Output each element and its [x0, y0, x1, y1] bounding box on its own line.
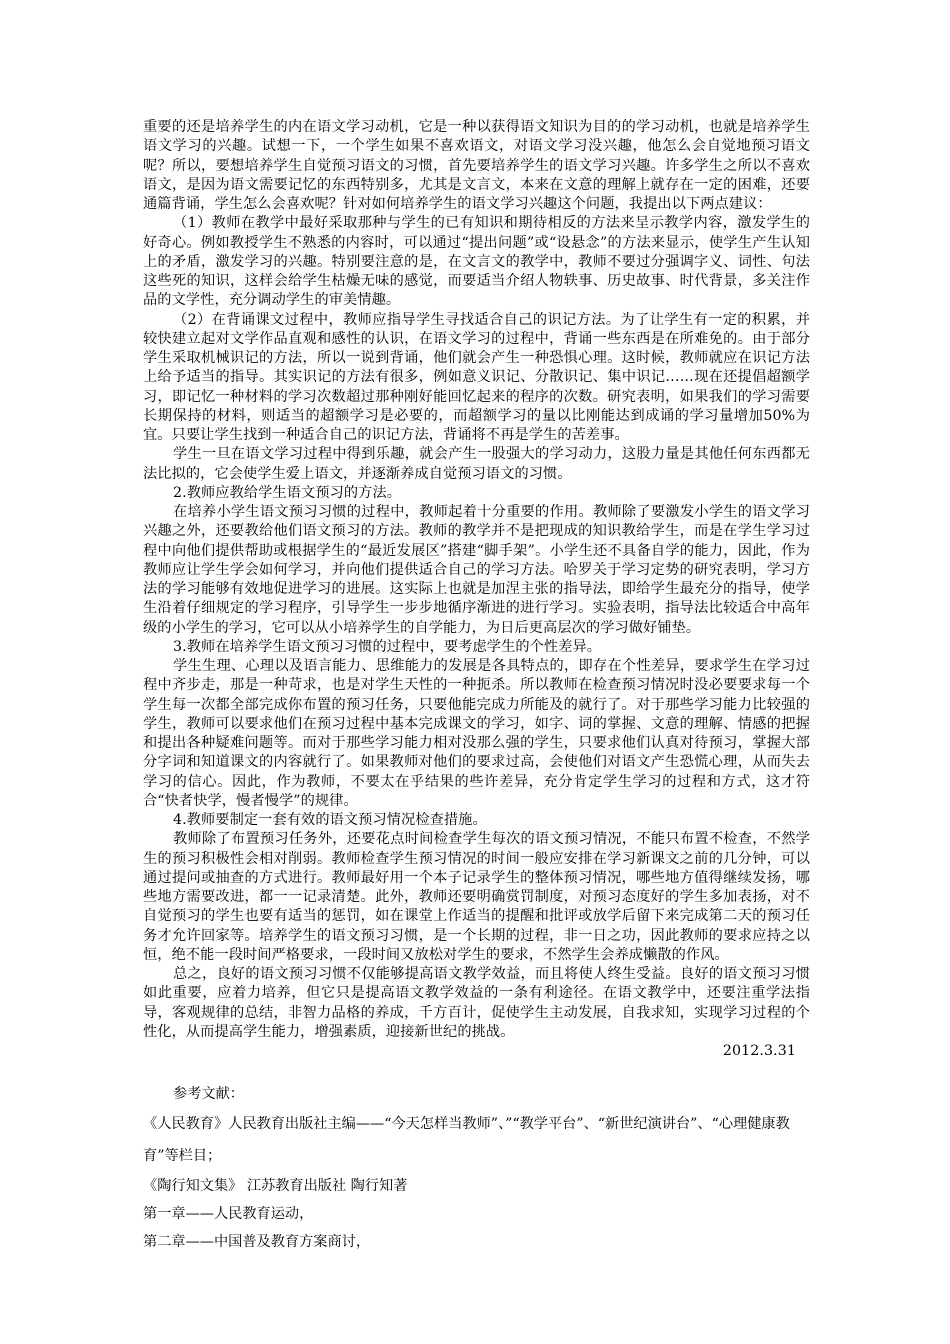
paragraph-interest-summary: 学生一旦在语文学习过程中得到乐趣，就会产生一股强大的学习动力，这股力量是其他任何东西都无法比拟的，它会使学生爱上语文，并逐渐养成自觉预习语文的习惯。: [143, 446, 810, 482]
section-heading-3: 3.教师在培养学生语文预习习惯的过程中，要考虑学生的个性差异。: [173, 638, 602, 655]
reference-item: 《陶行知文集》 江苏教育出版社 陶行知著: [143, 1178, 408, 1194]
paragraph-suggestion-1: （1）教师在教学中最好采取那种与学生的已有知识和期待相反的方法来呈示教学内容，激发学生的好奇心。例如教授学生不熟悉的内容时，可以通过“提出问题”或“设悬念”的方法来显示，使学生产生认知上的矛盾，激发学习的兴趣。特别要注意的是，在文言文的教学中，教师不要过分强调字义、词性、句法这些死的知识，这样会给学生枯燥无味的感觉，而要适当介绍人物轶事、历史故事、时代背景，多关注作品的文学性，充分调动学生的审美情趣。: [143, 215, 810, 309]
paragraph-teaching-methods: 在培养小学生语文预习习惯的过程中，教师起着十分重要的作用。教师除了要激发小学生的语文学习兴趣之外，还要教给他们语文预习的方法。教师的教学并不是把现成的知识教给学生，而是在学生学习过程中向他们提供帮助或根据学生的“最近发展区”搭建“脚手架”。小学生还不具备自学的能力，因此，作为教师应让学生学会如何学习，并向他们提供适合自己的学习方法。哈罗关于学习定势的研究表明，学习方法的学习能够有效地促进学习的进展。这实际上也就是加涅主张的指导法，即给学生最充分的指导，使学生沿着仔细规定的学习程序，引导学生一步步地循序渐进的进行学习。实验表明，指导法比较适合中高年级的小学生的学习，它可以从小培养学生的自学能力，为日后更高层次的学习做好铺垫。: [143, 504, 810, 636]
references-section: [143, 1080, 810, 1256]
paragraph-conclusion: 总之，良好的语文预习习惯不仅能够提高语文教学效益，而且将使人终生受益。良好的语文预习习惯如此重要，应着力培养，但它只是提高语文教学效益的一条有利途径。在语文教学中，还要注重学法指导，客观规律的总结，非智力品格的养成，千方百计，促使学生主动发展，自我求知，实现学习过程的个性化，从而提高学生能力，增强素质，迎接新世纪的挑战。: [143, 966, 810, 1040]
reference-item: 第二章——中国普及教育方案商讨，: [143, 1234, 371, 1250]
paragraph-interest-motivation: 重要的还是培养学生的内在语文学习动机，它是一种以获得语文知识为目的的学习动机，也就是培养学生语文学习的兴趣。试想一下，一个学生如果不喜欢语文，对语文学习没兴趣，他怎么会自觉地预习语文呢？所以，要想培养学生自觉预习语文的习惯，首先要培养学生的语文学习兴趣。许多学生之所以不喜欢语文，是因为语文需要记忆的东西特别多，尤其是文言文，本来在文意的理解上就存在一定的困难，还要通篇背诵，学生怎么会喜欢呢？针对如何培养学生的语文学习兴趣这个问题，我提出以下两点建议：: [143, 119, 810, 212]
paragraph-individual-differences: 学生生理、心理以及语言能力、思维能力的发展是各具特点的，即存在个性差异，要求学生在学习过程中齐步走，那是一种苛求，也是对学生天性的一种扼杀。所以教师在检查预习情况时没必要要求每一个学生每一次都全部完成你布置的预习任务，只要他能完成力所能及的就行了。对于那些学习能力比较强的学生，教师可以要求他们在预习过程中基本完成课文的学习，如字、词的掌握、文意的理解、情感的把握和提出各种疑难问题等。而对于那些学习能力相对没那么强的学生，只要求他们认真对待预习，掌握大部分字词和知道课文的内容就行了。如果教师对他们的要求过高，会使他们对语文产生恐慌心理，从而失去学习的信心。因此，作为教师，不要太在乎结果的些许差异，充分肯定学生学习的过程和方式，这才符合“快者快学，慢者慢学”的规律。: [143, 658, 810, 809]
reference-item: 第一章——人民教育运动，: [143, 1206, 314, 1222]
section-heading-2: 2.教师应教给学生语文预习的方法。: [173, 484, 402, 501]
reference-item: 《人民教育》人民教育出版社主编——“今天怎样当教师”、”“教学平台”、“新世纪演讲台”、“心理健康教育”等栏目；: [143, 1116, 790, 1164]
document-date: 2012.3.31: [722, 1043, 796, 1059]
references-heading: 参考文献：: [173, 1086, 244, 1102]
paragraph-suggestion-2: （2）在背诵课文过程中，教师应指导学生寻找适合自己的识记方法。为了让学生有一定的积累，并较快建立起对文学作品直观和感性的认识，在语文学习的过程中，背诵一些东西是在所难免的。由于部分学生采取机械识记的方法，所以一说到背诵，他们就会产生一种恐惧心理。这时候，教师就应在识记方法上给予适当的指导。其实识记的方法有很多，例如意义识记、分散识记、集中识记……现在还提倡超额学习，即记忆一种材料的学习次数超过那种刚好能回忆起来的程序的次数。研究表明，如果我们的学习需要长期保持的材料，则适当的超额学习是必要的，而超额学习的量以比刚能达到成诵的学习量增加50%为宜。只要让学生找到一种适合自己的识记方法，背诵将不再是学生的苦差事。: [143, 311, 810, 443]
document-body: [143, 118, 810, 1061]
section-heading-4: 4.教师要制定一套有效的语文预习情况检查措施。: [173, 812, 487, 828]
paragraph-checking-measures: 教师除了布置预习任务外，还要花点时间检查学生每次的语文预习情况，不能只布置不检查，不然学生的预习积极性会相对削弱。教师检查学生预习情况的时间一般应安排在学习新课文之前的几分钟，可以通过提问或抽查的方式进行。教师最好用一个本子记录学生的整体预习情况，哪些地方值得继续发扬，哪些地方需要改进，都一一记录清楚。此外，教师还要明确赏罚制度，对预习态度好的学生多加表扬，对不自觉预习的学生也要有适当的惩罚，如在课堂上作适当的提醒和批评或放学后留下来完成第二天的预习任务才允许回家等。培养学生的语文预习习惯，是一个长期的过程，非一日之功，因此教师的要求应持之以恒，绝不能一段时间严格要求，一段时间又放松对学生的要求，不然学生会养成懒散的作风。: [143, 831, 810, 963]
